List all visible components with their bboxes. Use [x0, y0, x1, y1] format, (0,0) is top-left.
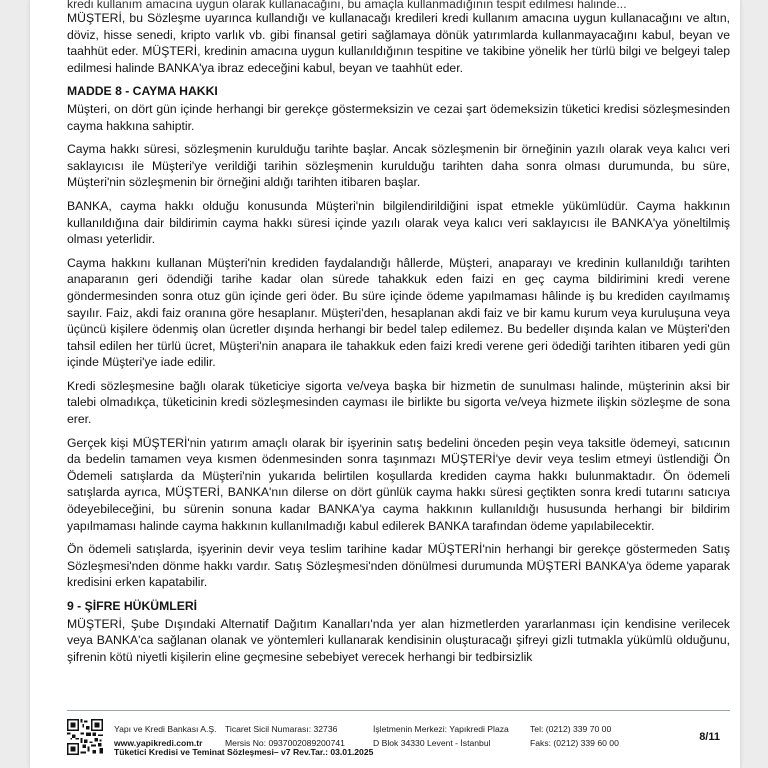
paragraph-kredi-kullanim: MÜŞTERİ, bu Sözleşme uyarınca kullandığı ve kullanacağı kredileri kredi kullanım amacına uygun kullanacağını ve altın, döviz, hisse senedi, kripto varlık vb. gibi finansal getiri sağlamaya dönük yatırımlarda kullanmayacağını kabul, beyan ve taahhüt eder. MÜŞTERİ, kredinin amacına uygun kullanıldığının tespitine ve takibine yönelik her türlü bilgi ve belgeyi talep edilmesi halinde BANKA'ya ibraz edeceğini kabul, beyan ve taahhüt eder. — [67, 11, 730, 75]
footer-contact — [530, 722, 619, 750]
paragraph-cayma-7: Ön ödemeli satışlarda, işyerinin devir veya teslim tarihine kadar MÜŞTERİ'nin herhangi bir gerekçe göstermeden Satış Sözleşmesi'nden dönme hakkı vardır. Satış Sözleşmesi'nden dönülmesi durumunda MÜŞTERİ BANKA'ya ödeme yaparak kredisini erken kapatabilir. — [67, 542, 730, 590]
document-title: Tüketici Kredisi ve Teminat Sözleşmesi– v7 Rev.Tar.: 03.01.2025 — [114, 747, 374, 757]
document-page — [30, 0, 740, 768]
trade-registry-number: Ticaret Sicil Numarası: 32736 — [225, 724, 338, 734]
page-number: 8/11 — [699, 731, 720, 743]
document-body — [67, 0, 730, 672]
bank-website-link[interactable]: www.yapikredi.com.tr — [114, 738, 203, 748]
qr-code-icon — [67, 719, 103, 755]
phone-number: Tel: (0212) 339 70 00 — [530, 724, 612, 734]
paragraph-cayma-5: Kredi sözleşmesine bağlı olarak tüketiciye sigorta ve/veya başka bir hizmetin de sunulması halinde, müşterinin aksi bir talebi olmadıkça, tüketicinin kredi sözleşmesinden cayması ile birlikte bu sigorta ve/veya hizmete ilişkin sözleşme de sona erer. — [67, 378, 730, 427]
paragraph-sifre-1: MÜŞTERİ, Şube Dışındaki Alternatif Dağıtım Kanalları'nda yer alan hizmetlerden yararlanması için kendisine verilecek veya BANKA'ca sağlanan olanak ve yöntemleri kullanarak kendisinin oluşturacağı şifreyi gizli tutmakla yükümlü olduğunu, şifrenin kötü niyetli kişilerin eline geçmesine sebebiyet verecek herhangi bir tedbirsizlik — [67, 616, 730, 664]
fax-number: Faks: (0212) 339 60 00 — [530, 738, 619, 748]
page-footer — [67, 710, 730, 763]
paragraph-cayma-3: BANKA, cayma hakkı olduğu konusunda Müşteri'nin bilgilendirildiğini ispat etmekle yükümlüdür. Cayma hakkının kullanıldığına dair bildirimin cayma hakkı süresi içinde yazılı olarak veya kalıcı veri saklayıcısı ile BANKA'ya yöneltilmiş olması yeterlidir. — [67, 198, 730, 247]
heading-sifre-hukumleri: 9 - ŞİFRE HÜKÜMLERİ — [67, 599, 198, 613]
mersis-number: Mersis No: 0937002089200741 — [225, 738, 345, 748]
footer-address — [373, 722, 509, 750]
paragraph-cayma-6: Gerçek kişi MÜŞTERİ'nin yatırım amaçlı olarak bir işyerinin satış bedelini önceden peşin veya taksitle ödemeyi, satıcının da bedelin tamamen veya kısmen ödenmesinden sonra taşınmazı MÜŞTERİ'ye devir veya teslim etmeyi üstlendiği Ön Ödemeli satışlarda da Müşteri'nin yukarıda belirtilen koşullarda krediden cayma hakkı bulunmaktadır. Ön ödemeli satışlarda ayrıca, MÜŞTERİ, BANKA'nın dilerse on dört günlük cayma hakkı süresi geçtikten sonra kredi tutarını satıcıya ödeyebileceğini, bu sürenin sonuna kadar BANKA'ya cayma hakkının kullanıldığı hususunda herhangi bir bildirim yapılmaması halinde cayma hakkının kullanılmadığı kabul edilerek BANKA tarafından ödeme yapılabilecektir. — [67, 435, 730, 533]
heading-madde-8: MADDE 8 - CAYMA HAKKI — [67, 84, 218, 99]
paragraph-cayma-1: Müşteri, on dört gün içinde herhangi bir gerekçe göstermeksizin ve cezai şart ödemeksizin tüketici kredisi sözleşmesinden cayma hakkına sahiptir. — [67, 101, 730, 133]
paragraph-cayma-2: Cayma hakkı süresi, sözleşmenin kurulduğu tarihte başlar. Ancak sözleşmenin bir örneğinin yazılı olarak veya kalıcı veri saklayıcısı ile Müşteri'ye verildiği tarihin sözleşmenin kurulduğu tarihten daha sonra olması durumunda, bu süre, Müşteri'nin sözleşmenin bir örneğini aldığı tarihten itibaren başlar. — [67, 142, 730, 190]
hq-address: D Blok 34330 Levent - İstanbul — [373, 738, 491, 748]
paragraph-cayma-4: Cayma hakkını kullanan Müşteri'nin krediden faydalandığı hâllerde, Müşteri, anaparayı ve kredinin kullanıldığı tarihten anaparanın geri ödendiği tarihe kadar olan sürede tahakkuk eden faizi en geç cayma bildirimini kredi verene göndermesinden sonra otuz gün içinde geri öder. Bu süre içinde ödeme yapılmaması hâlinde iş bu krediden cayılmamış sayılır. Faiz, akdi faiz oranına göre hesaplanır. Müşteri'den, hesaplanan akdi faiz ve bir kamu kurum veya kuruluşuna veya üçüncü kişilere ödenmiş olan ücretler dışında herhangi bir bedel talep edilemez. Bu bedeller dışında kalan ve Müşteri'den tahsil edilen her türlü ücret, Müşteri'nin anapara ile tahakkuk eden faizi kredi verene geri ödediği tarihten itibaren yedi gün içinde Müşteri'ye iade edilir. — [67, 255, 730, 370]
hq-label: İşletmenin Merkezi: Yapıkredi Plaza — [373, 724, 509, 734]
bank-name: Yapı ve Kredi Bankası A.Ş. — [114, 724, 217, 734]
footer-bank-info — [114, 722, 217, 750]
cut-off-line: kredi kullanım amacına uygun olarak kullanacağını, bu amaçla kullanmadığının tespit edilmesi halinde... — [67, 0, 627, 11]
footer-registry-info — [225, 722, 345, 750]
